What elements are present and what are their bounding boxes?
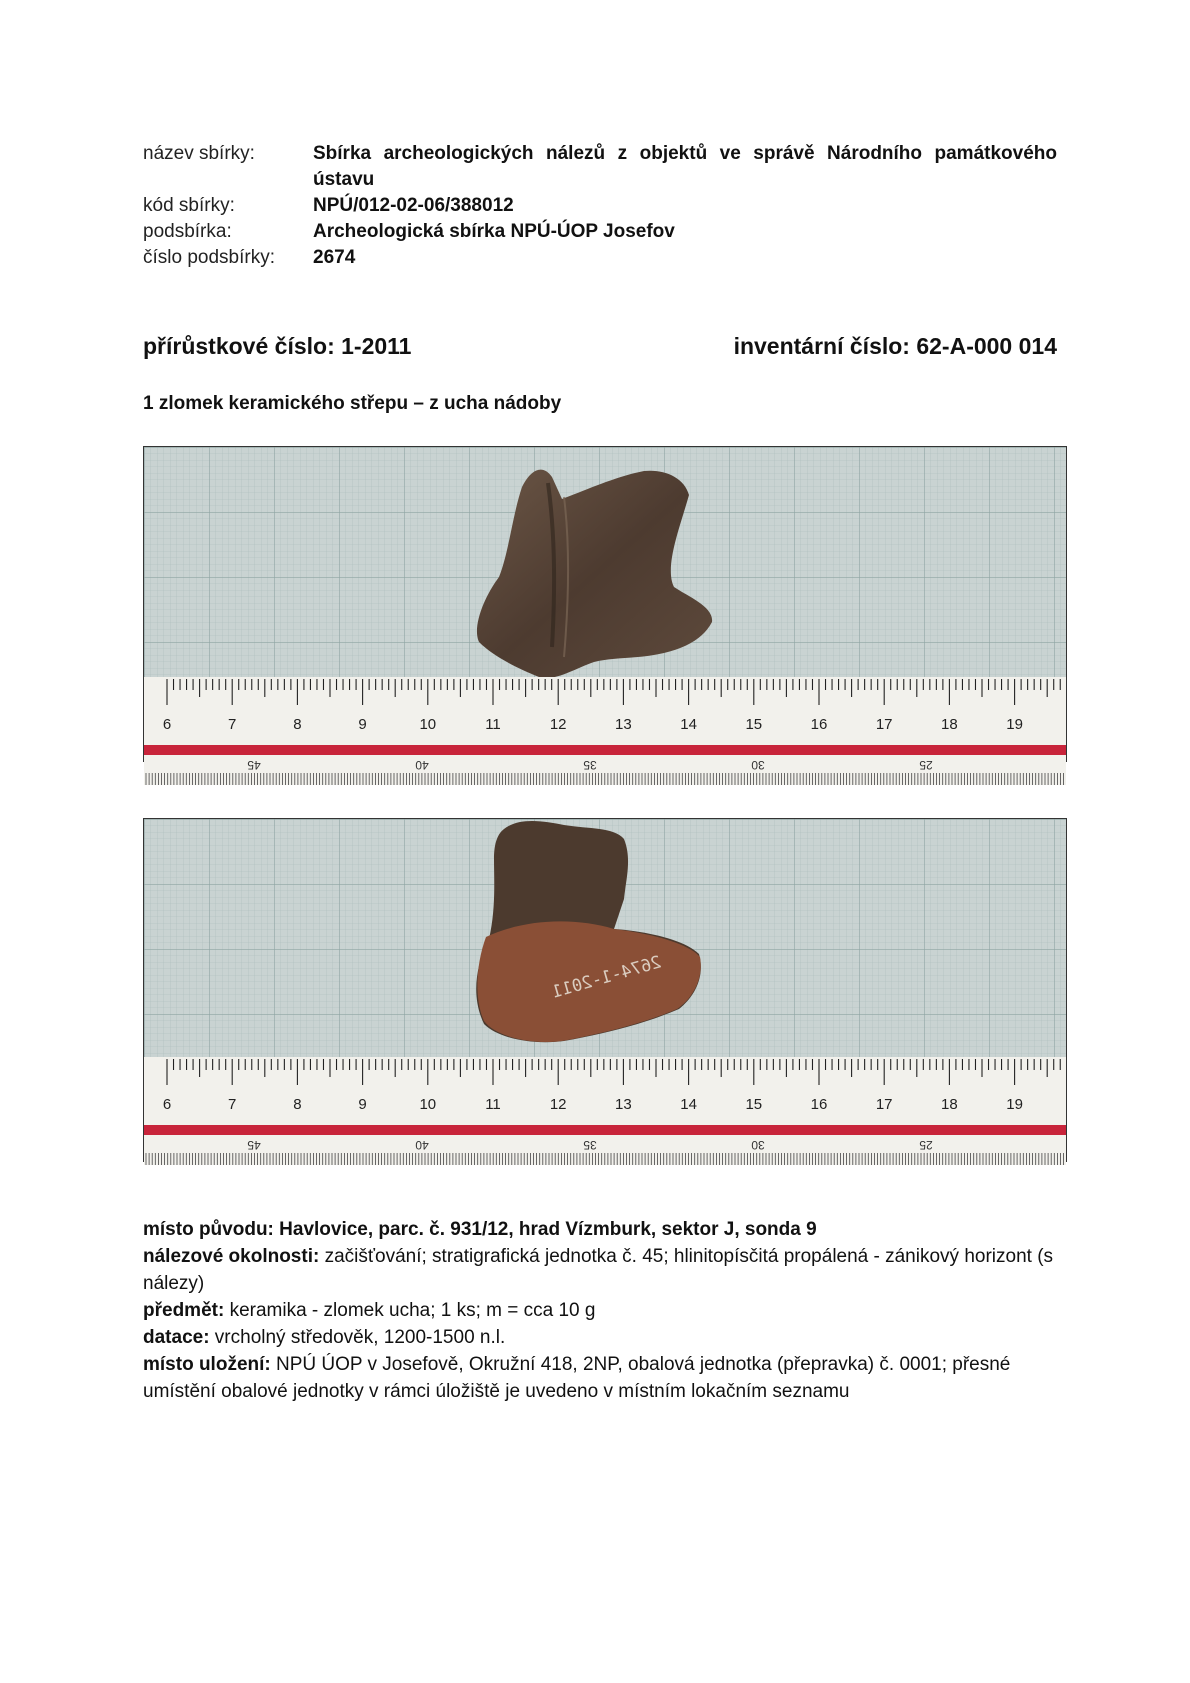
ruler-number: 8 [293,1096,302,1113]
circumstances-label: nálezové okolnosti: [143,1246,320,1267]
origin-line [143,1216,1057,1243]
ruler-number: 19 [1006,1096,1023,1113]
ruler-body [144,1057,1066,1125]
object-title: 1 zlomek keramického střepu – z ucha nádoby [143,393,562,414]
ruler-number: 14 [680,716,697,733]
meta-value: 2674 [313,247,356,268]
ruler-number: 17 [875,716,893,733]
item-label: předmět: [143,1300,225,1321]
ruler-number: 15 [745,1096,763,1113]
photo-top-image [144,447,1066,772]
origin-text: místo původu: Havlovice, parc. č. 931/12, hrad Vízmburk, sektor J, sonda 9 [143,1219,817,1240]
photo-bottom [143,818,1067,1162]
ruler-number: 19 [1006,716,1023,733]
ruler-number: 6 [162,716,172,733]
meta-label: název sbírky: [143,143,255,164]
meta-value: NPÚ/012-02-06/388012 [313,195,514,216]
ruler [144,677,1066,785]
ruler-number: 13 [615,1096,632,1113]
dating-label: datace: [143,1327,210,1348]
ruler-number: 8 [293,716,302,733]
find-details [143,1216,1057,1405]
meta-value: Archeologická sbírka NPÚ-ÚOP Josefov [313,221,675,242]
dating-line [143,1324,1057,1351]
ruler-number: 18 [941,1096,958,1113]
storage-line [143,1351,1057,1405]
ruler-number: 7 [228,716,237,733]
ruler-number: 11 [485,716,501,733]
ruler-number: 6 [162,1096,172,1113]
meta-label: číslo podsbírky: [143,247,275,268]
ruler-number: 7 [228,1096,237,1113]
ruler-red-line [144,745,1066,755]
inventory-number: inventární číslo: 62-A-000 014 [733,333,1057,359]
ruler-number: 13 [615,716,632,733]
photo-top [143,446,1067,772]
photo-bottom-image [144,819,1066,1161]
circumstances-value: začišťování; stratigrafická jednotka č. 45; hlinitopísčitá propálená - zánikový horizont (s nálezy) [143,1246,1054,1294]
ruler-number: 15 [745,716,763,733]
ruler-number: 10 [419,716,437,733]
circumstances-line [143,1243,1057,1297]
ruler-number: 12 [549,716,567,733]
meta-row-subcollection [143,219,1057,245]
ruler-number: 11 [485,1096,501,1113]
ruler-lower-number: 40 [415,1138,429,1152]
ruler-lower-number: 25 [919,1138,933,1152]
handwritten-inventory-mark: 2674-1-2011 [549,952,664,1003]
meta-value: Sbírka archeologických nálezů z objektů ve správě Národního památkového ústavu [313,143,1057,190]
ruler-number: 12 [549,1096,567,1113]
ruler-number: 16 [810,1096,828,1113]
ruler-body [144,677,1066,745]
ruler-number: 17 [875,1096,893,1113]
ruler-lower-number: 30 [751,758,765,772]
meta-label: podsbírka: [143,221,232,242]
storage-label: místo uložení: [143,1354,271,1375]
ruler-lower-number: 45 [247,758,261,772]
ruler-lower-number: 35 [583,1138,597,1152]
ruler-number: 10 [419,1096,437,1113]
ruler-lower-number: 35 [583,758,597,772]
ruler-number: 9 [358,716,367,733]
meta-row-subcollection-number [143,245,1057,271]
item-value: keramika - zlomek ucha; 1 ks; m = cca 10 g [224,1300,596,1321]
ruler-lower-number: 45 [247,1138,261,1152]
dating-value: vrcholný středověk, 1200-1500 n.l. [209,1327,506,1348]
numbers-heading [143,333,1057,360]
collection-metadata [143,141,1057,271]
ruler-lower-number: 25 [919,758,933,772]
meta-row-collection-name [143,141,1057,193]
ruler-lower-number: 40 [415,758,429,772]
accession-number: přírůstkové číslo: 1-2011 [143,333,412,359]
ruler-number: 16 [810,716,828,733]
ruler-lower-number: 30 [751,1138,765,1152]
item-line [143,1297,1057,1324]
ruler-number: 9 [358,1096,367,1113]
ruler [144,1057,1066,1165]
storage-value: NPÚ ÚOP v Josefově, Okružní 418, 2NP, obalová jednotka (přepravka) č. 0001; přesné umístění obalové jednotky v rámci úložiště je uvedeno v místním lokačním seznamu [143,1354,1011,1402]
meta-label: kód sbírky: [143,195,235,216]
meta-row-collection-code [143,193,1057,219]
ruler-number: 14 [680,1096,697,1113]
ruler-red-line [144,1125,1066,1135]
ruler-number: 18 [941,716,958,733]
